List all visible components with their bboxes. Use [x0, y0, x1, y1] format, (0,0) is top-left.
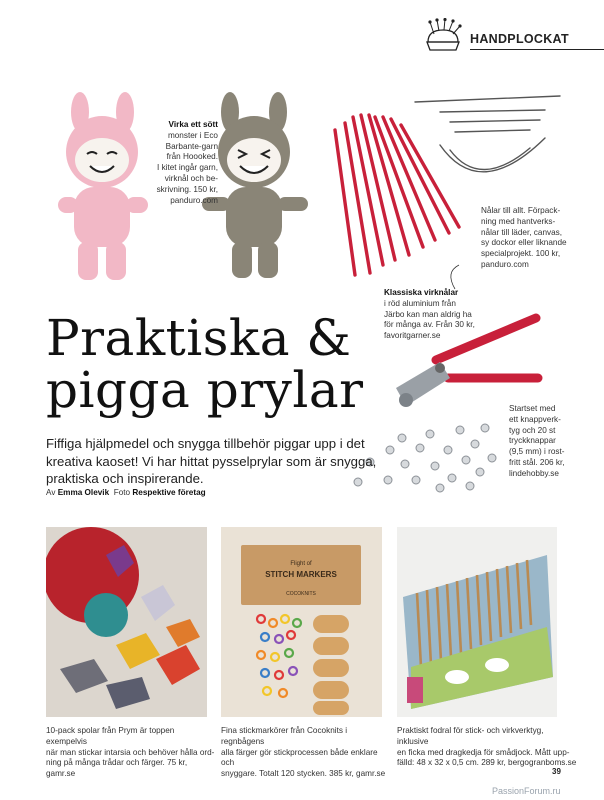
bobbin-spools-photo [46, 527, 207, 717]
section-title: HANDPLOCKAT [470, 32, 569, 46]
intro-paragraph: Fiffiga hjälpmedel och snygga tillbehör piggar upp i det kreativa kaoset! Vi har hittat pysselprylar som är snygga, praktiska och inspirerande. [46, 436, 377, 486]
header-rule [470, 49, 604, 50]
spools-caption: 10-pack spolar från Prym är toppen exempelvis när man stickar intarsia och behöver hålla ord- ning på många trådar och färger. 75 kr, gamr.se [46, 726, 215, 779]
article-title: Praktiska & pigga prylar [46, 309, 364, 419]
page-number: 39 [552, 767, 561, 776]
box-text-3: COCOKNITS [286, 591, 316, 597]
markers-caption: Fina stickmarkörer från Cocoknits i regnbågens alla färger gör stickprocessen både enklare och snyggare. Totalt 120 stycken. 385 kr, gamr.se [221, 726, 386, 779]
pincushion-icon [422, 18, 464, 56]
pliers-caption: Startset med ett knappverk- tyg och 20 st tryckknappar (9,5 mm) i rost- fritt stål. 206 kr, lindehobby.se [509, 404, 565, 478]
hooks-caption: Klassiska virknålar i röd aluminium från Järbo kan man aldrig ha för många av. Från 30 kr, favoritgarner.se [384, 288, 475, 341]
pink-bunny [58, 92, 148, 280]
watermark: PassionForum.ru [492, 786, 561, 796]
byline: Av Emma Olevik Foto Respektive företag [46, 488, 206, 497]
box-text-1: Flight of [290, 561, 312, 567]
sewing-needles-photo [410, 90, 570, 195]
needles-caption: Nålar till allt. Förpack- ning med hantverks- nålar till läder, canvas, sy dockor eller liknande specialprojekt. 100 kr, panduro.com [481, 206, 567, 269]
bunny-caption: Virka ett sött monster i Eco Barbante-garn från Hoooked. I kitet ingår garn, virknål och be- skrivning. 150 kr, panduro.com [156, 120, 218, 205]
tool-case-photo [397, 527, 557, 717]
case-caption: Praktiskt fodral för stick- och virkverktyg, inklusive en ficka med dragkedja för smådjock. Mått upp- fälld: 48 x 32 x 0,5 cm. 289 kr, bergogranboms.se [397, 726, 577, 768]
box-text-2: STITCH MARKERS [265, 570, 337, 579]
stitch-markers-photo [221, 527, 382, 717]
section-header [412, 18, 604, 58]
